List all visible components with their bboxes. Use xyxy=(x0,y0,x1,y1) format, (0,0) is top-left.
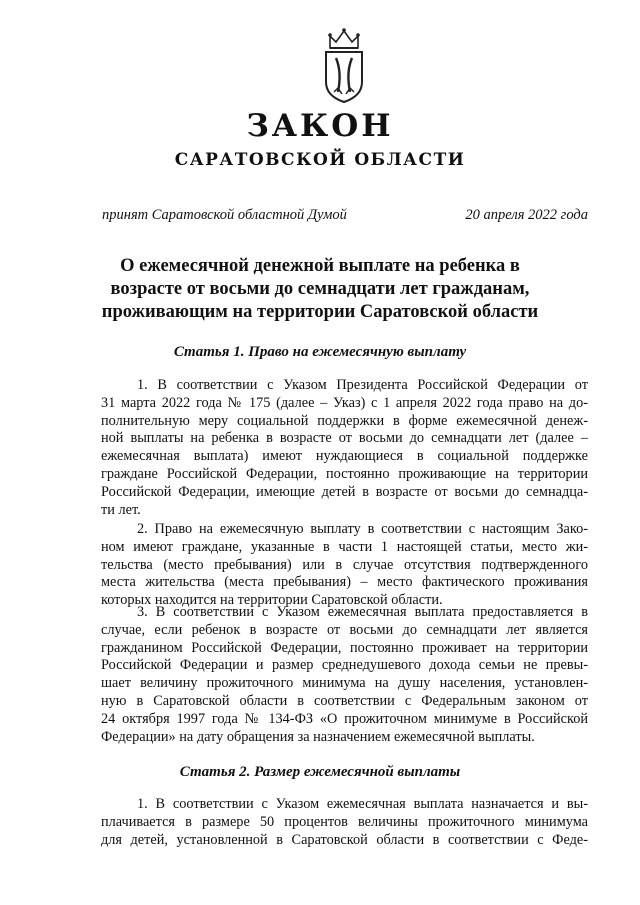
text-line: для детей, установленной в Саратовской области в соответствии с Феде- xyxy=(101,831,588,848)
text-line: которых находится на территории Саратовской области. xyxy=(101,592,443,609)
text-line: ной выплаты на ребенка в возрасте от восьми до семнадцати лет (далее – xyxy=(101,430,588,447)
document-subtitle: САРАТОВСКОЙ ОБЛАСТИ xyxy=(174,150,466,170)
article-2-paragraph-1 xyxy=(101,796,588,849)
saratov-coat-of-arms-icon xyxy=(322,26,366,104)
law-title-line: О ежемесячной денежной выплате на ребенка в xyxy=(120,256,520,276)
article-1-paragraph-1 xyxy=(101,377,588,519)
text-line: Федерации» на дату обращения за назначением ежемесячной выплаты. xyxy=(101,728,535,745)
text-line: 3. В соответствии с Указом ежемесячная выплата предоставляется в xyxy=(137,604,588,620)
article-1-heading: Статья 1. Право на ежемесячную выплату xyxy=(173,344,467,360)
law-title-line: проживающим на территории Саратовской области xyxy=(101,302,539,322)
adopted-by-line: принят Саратовской областной Думой xyxy=(102,207,347,223)
text-line: 24 октября 1997 года № 134-ФЗ «О прожиточном минимуме в Российской xyxy=(101,710,588,727)
text-line: 1. В соответствии с Указом Президента Российской Федерации от xyxy=(137,377,588,393)
adoption-date: 20 апреля 2022 года xyxy=(465,207,588,223)
document-title: ЗАКОН xyxy=(246,108,394,144)
text-line: случае, если ребенок в возрасте от восьми до семнадцати лет является xyxy=(101,621,588,638)
text-line: ную в Саратовской области в соответствии с Федеральным законом от xyxy=(101,692,588,709)
law-title-line: возрасте от восьми до семнадцати лет гражданам, xyxy=(110,279,530,299)
text-line: плачивается в размере 50 процентов величины прожиточного минимума xyxy=(101,813,588,830)
article-1-paragraph-3 xyxy=(101,604,588,746)
text-line: ежемесячная выплата) имеют нуждающиеся в социальной поддержке xyxy=(101,448,588,465)
text-line: 1. В соответствии с Указом ежемесячная выплата назначается и вы- xyxy=(137,796,588,812)
text-line: Российской Федерации, имеющие детей в возрасте от восьми до семнадца- xyxy=(101,483,588,500)
law-title xyxy=(40,255,600,324)
text-line: ти лет. xyxy=(101,501,141,518)
text-line: места жительства (места пребывания) – место фактического проживания xyxy=(101,574,588,591)
text-line: гражданином Российской Федерации, постоянно проживает на территории xyxy=(101,639,588,656)
text-line: граждане Российской Федерации, постоянно проживающие на территории xyxy=(101,465,588,482)
text-line: 31 марта 2022 года № 175 (далее – Указ) с 1 апреля 2022 года право на до- xyxy=(101,394,588,411)
text-line: 2. Право на ежемесячную выплату в соответствии с настоящим Зако- xyxy=(137,521,588,537)
text-line: шает величину прожиточного минимума на душу населения, установлен- xyxy=(101,675,588,692)
text-line: ном имеют граждане, указанные в части 1 настоящей статьи, место жи- xyxy=(101,538,588,555)
text-line: тельства (место пребывания) или в случае отсутствия подтвержденного xyxy=(101,556,588,573)
text-line: полнительную меру социальной поддержки в форме ежемесячной денеж- xyxy=(101,412,588,429)
text-line: Российской Федерации и размер среднедушевого дохода семьи не превы- xyxy=(101,657,588,674)
article-1-paragraph-2 xyxy=(101,521,588,610)
article-2-heading: Статья 2. Размер ежемесячной выплаты xyxy=(179,764,461,780)
